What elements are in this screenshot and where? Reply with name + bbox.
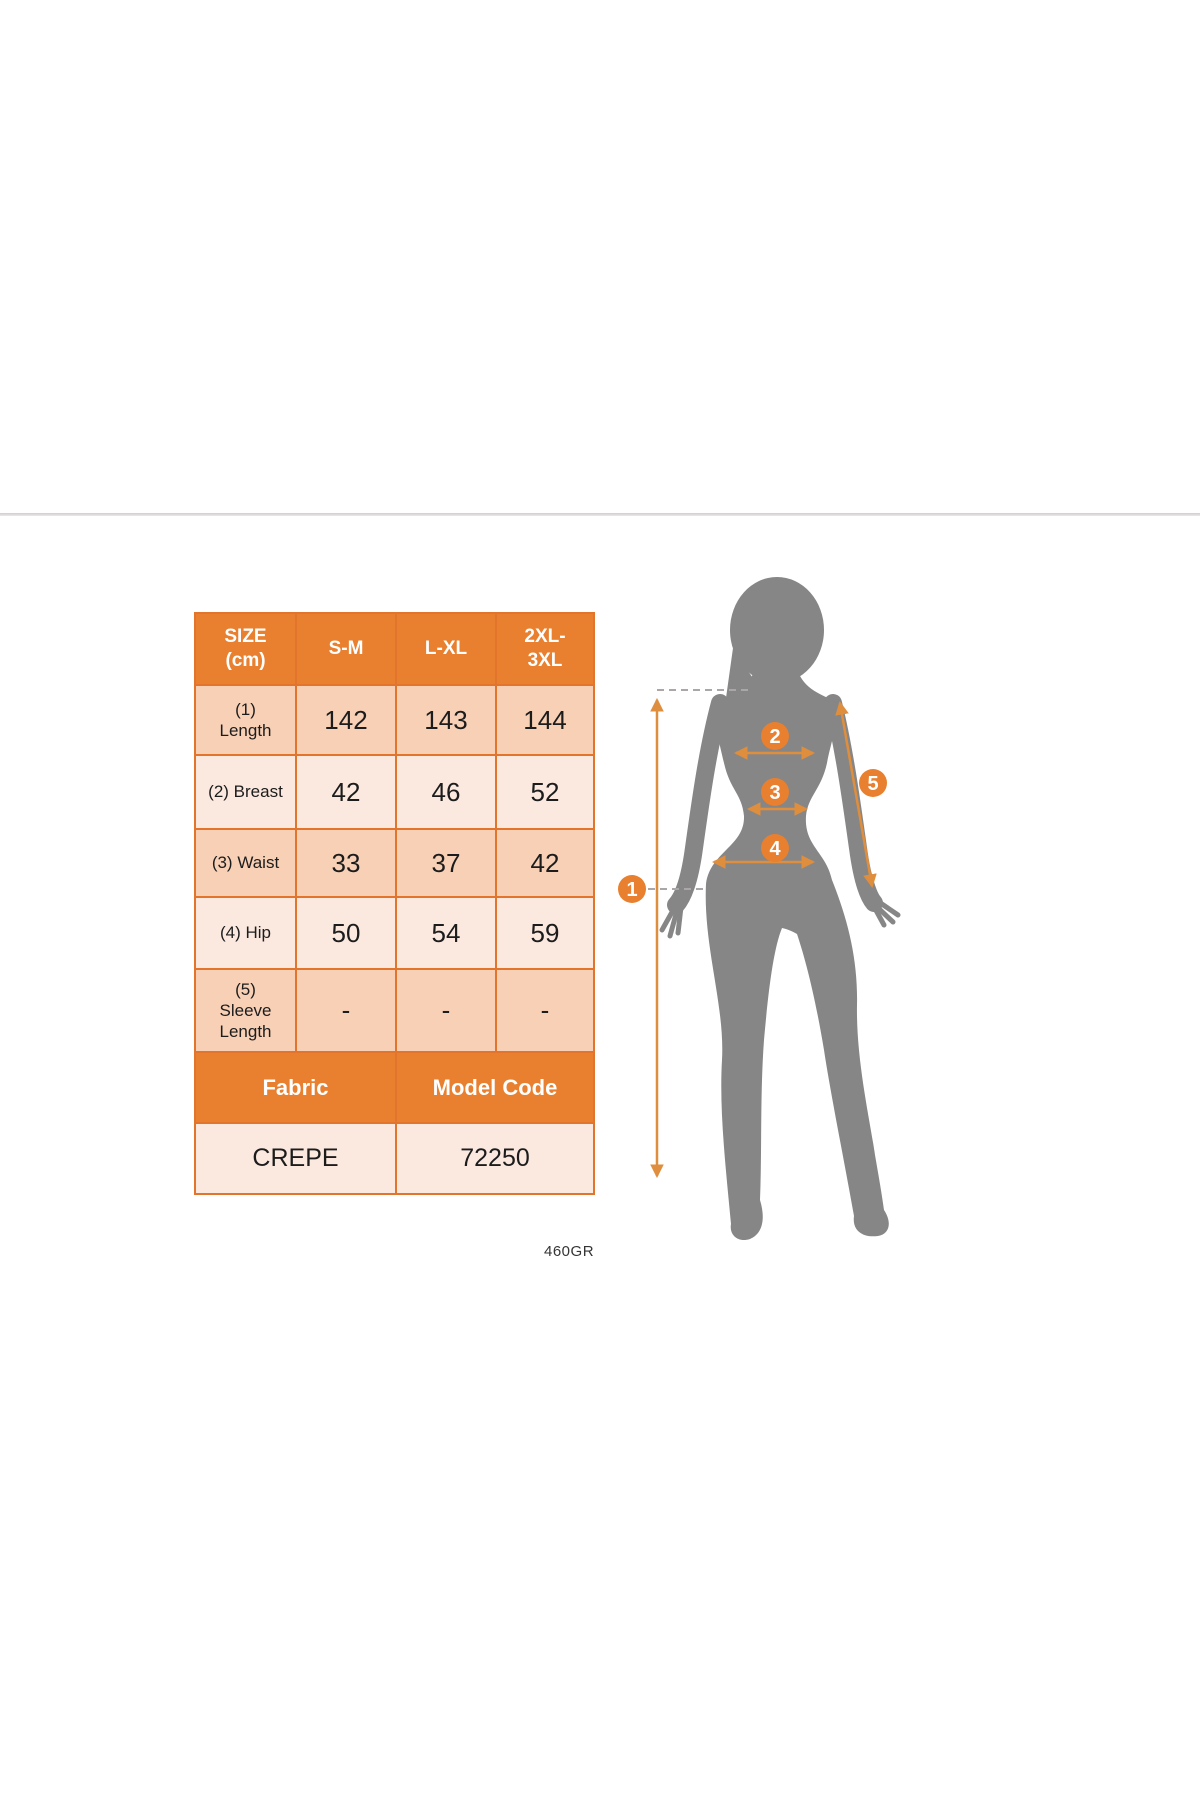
breast-sm-value: 42 [296, 755, 396, 829]
size-unit-header-cell [195, 613, 296, 685]
fabric-header-cell: Fabric [195, 1052, 396, 1123]
waist-2xl3xl-value: 42 [496, 829, 594, 897]
page-divider-line [0, 513, 1200, 516]
size-header-line1: SIZE [224, 626, 267, 648]
marker-1-badge [618, 875, 646, 903]
left-hand-finger [678, 907, 681, 933]
hip-2xl3xl-value: 59 [496, 897, 594, 969]
fabric-value-cell: CREPE [195, 1123, 396, 1194]
model-code-header-cell: Model Code [396, 1052, 594, 1123]
weight-note: 460GR [544, 1243, 595, 1260]
column-header-2xl3xl-line1: 2XL- [524, 626, 566, 648]
row-label-hip: (4) Hip [195, 897, 296, 969]
row-label-waist: (3) Waist [195, 829, 296, 897]
breast-lxl-value: 46 [396, 755, 496, 829]
column-header-lxl: L-XL [396, 613, 496, 685]
size-chart-table [194, 612, 595, 1195]
marker-4-number: 4 [769, 838, 781, 860]
marker-5-badge [859, 769, 887, 797]
length-2xl3xl-value: 144 [496, 685, 594, 755]
sleeve-sm-value: - [296, 969, 396, 1052]
marker-3-number: 3 [769, 782, 781, 804]
sleeve-lxl-value: - [396, 969, 496, 1052]
breast-2xl3xl-value: 52 [496, 755, 594, 829]
size-header-line2: (cm) [225, 650, 266, 671]
model-code-value-cell: 72250 [396, 1123, 594, 1194]
torso-legs-shape [706, 664, 889, 1240]
female-silhouette [662, 577, 898, 1240]
hip-lxl-value: 54 [396, 897, 496, 969]
waist-lxl-value: 37 [396, 829, 496, 897]
marker-5-number: 5 [867, 773, 879, 795]
measurement-diagram [540, 540, 920, 1260]
column-header-2xl3xl-line2: 3XL [527, 650, 563, 671]
row-label-length: (1) Length [195, 685, 296, 755]
marker-4-badge [761, 834, 789, 862]
length-sm-value: 142 [296, 685, 396, 755]
hip-sm-value: 50 [296, 897, 396, 969]
column-header-sm: S-M [296, 613, 396, 685]
marker-2-badge [761, 722, 789, 750]
marker-2-number: 2 [769, 726, 781, 748]
waist-sm-value: 33 [296, 829, 396, 897]
right-arm-shape [833, 703, 874, 903]
marker-1-number: 1 [626, 879, 638, 901]
length-lxl-value: 143 [396, 685, 496, 755]
row-label-sleeve-length: (5) Sleeve Length [195, 969, 296, 1052]
row-label-breast: (2) Breast [195, 755, 296, 829]
marker-3-badge [761, 778, 789, 806]
sleeve-2xl3xl-value: - [496, 969, 594, 1052]
size-guide-figure [540, 540, 920, 1260]
